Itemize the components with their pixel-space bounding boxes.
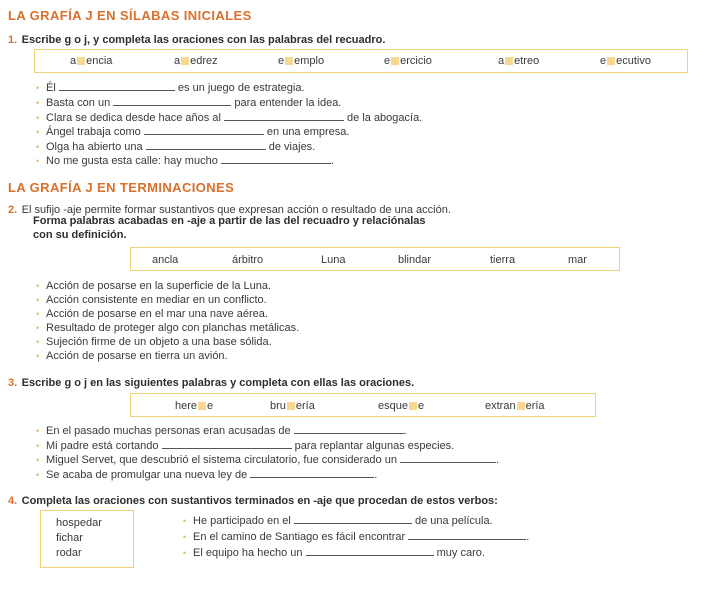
- box-word: blindar: [398, 254, 432, 266]
- sentence-5: • Olga ha abierto una de viajes.: [36, 141, 316, 153]
- blank-square-icon: [198, 402, 206, 410]
- blank-square-icon: [181, 57, 189, 65]
- box-word: árbitro: [232, 254, 264, 266]
- bullet-icon: •: [36, 156, 40, 166]
- answer-blank[interactable]: [250, 469, 374, 478]
- answer-blank[interactable]: [294, 515, 412, 524]
- answer-blank[interactable]: [144, 126, 264, 135]
- box-word: bru ería: [270, 400, 315, 412]
- bullet-icon: •: [183, 548, 187, 558]
- bullet-icon: •: [36, 426, 40, 436]
- word-box-1: [34, 49, 688, 73]
- sentence4-1: • He participado en el de una película.: [183, 515, 493, 527]
- sentence-3: • Clara se dedica desde hace años al de la abogacía.: [36, 112, 423, 124]
- exercise-1-heading: [8, 30, 385, 48]
- box-word: Luna: [321, 254, 346, 266]
- definition-item: • Acción de posarse en el mar una nave aérea.: [36, 308, 268, 320]
- exercise-number: 1.: [8, 34, 18, 46]
- sentence3-2: • Mi padre está cortando para replantar algunas especies.: [36, 440, 455, 452]
- bullet-icon: •: [183, 532, 187, 542]
- sentence3-3: • Miguel Servet, que descubrió el sistema circulatorio, fue considerado un .: [36, 454, 500, 466]
- sentence-4: • Ángel trabaja como en una empresa.: [36, 126, 350, 138]
- box-word: tierra: [490, 254, 516, 266]
- box-word: a etreo: [498, 55, 540, 67]
- word-box-2: [130, 247, 620, 271]
- bullet-icon: •: [36, 98, 40, 108]
- bullet-icon: •: [36, 337, 40, 347]
- blank-square-icon: [607, 57, 615, 65]
- bullet-icon: •: [183, 516, 187, 526]
- bullet-icon: •: [36, 295, 40, 305]
- answer-blank[interactable]: [400, 454, 496, 463]
- answer-blank[interactable]: [59, 82, 175, 91]
- exercise-instruction-cont: con su definición.: [33, 229, 127, 241]
- box-word: a encia: [70, 55, 113, 67]
- box-word: here e: [175, 400, 214, 412]
- sentence-6: • No me gusta esta calle: hay mucho .: [36, 155, 334, 167]
- answer-blank[interactable]: [294, 425, 404, 434]
- blank-square-icon: [287, 402, 295, 410]
- answer-blank[interactable]: [162, 440, 292, 449]
- definition-item: • Acción de posarse en la superficie de la Luna.: [36, 280, 272, 292]
- box-word: e emplo: [278, 55, 325, 67]
- exercise-3-heading: [8, 373, 414, 391]
- bullet-icon: •: [36, 127, 40, 137]
- exercise-instruction: Escribe g o j en las siguientes palabras y completa con ellas las oraciones.: [21, 377, 415, 389]
- answer-blank[interactable]: [221, 155, 331, 164]
- verb: rodar: [56, 547, 82, 559]
- blank-square-icon: [391, 57, 399, 65]
- bullet-icon: •: [36, 142, 40, 152]
- exercise-intro: El sufijo -aje permite formar sustantivos que expresan acción o resultado de una acción.: [21, 204, 451, 216]
- sentence4-2: • En el camino de Santiago es fácil encontrar .: [183, 531, 530, 543]
- box-word: mar: [568, 254, 587, 266]
- bullet-icon: •: [36, 323, 40, 333]
- box-word: e ecutivo: [600, 55, 651, 67]
- exercise-number: 2.: [8, 204, 18, 216]
- exercise-number: 3.: [8, 377, 18, 389]
- bullet-icon: •: [36, 281, 40, 291]
- section-title-endings: LA GRAFÍA J EN TERMINACIONES: [8, 180, 235, 195]
- blank-square-icon: [517, 402, 525, 410]
- definition-item: • Acción consistente en mediar en un conflicto.: [36, 294, 267, 306]
- exercise-instruction: Forma palabras acabadas en -aje a partir de las del recuadro y relaciónalas: [33, 215, 426, 227]
- sentence4-3: • El equipo ha hecho un muy caro.: [183, 547, 485, 559]
- verb: fichar: [56, 532, 83, 544]
- sentence3-4: • Se acaba de promulgar una nueva ley de .: [36, 469, 378, 481]
- definition-item: • Sujeción firme de un objeto a una base sólida.: [36, 336, 272, 348]
- definition-item: • Resultado de proteger algo con planchas metálicas.: [36, 322, 300, 334]
- answer-blank[interactable]: [146, 141, 266, 150]
- exercise-number: 4.: [8, 495, 18, 507]
- section-title-initial-syllables: LA GRAFÍA J EN SÍLABAS INICIALES: [8, 8, 252, 23]
- bullet-icon: •: [36, 441, 40, 451]
- bullet-icon: •: [36, 470, 40, 480]
- sentence3-1: • En el pasado muchas personas eran acusadas de .: [36, 425, 407, 437]
- bullet-icon: •: [36, 351, 40, 361]
- answer-blank[interactable]: [306, 547, 434, 556]
- definition-item: • Acción de posarse en tierra un avión.: [36, 350, 228, 362]
- box-word: e ercicio: [384, 55, 432, 67]
- exercise-4-heading: [8, 491, 498, 509]
- bullet-icon: •: [36, 455, 40, 465]
- sentence-1: • Él es un juego de estrategia.: [36, 82, 305, 94]
- exercise-instruction: Completa las oraciones con sustantivos terminados en -aje que procedan de estos verbos:: [21, 495, 498, 507]
- verb: hospedar: [56, 517, 102, 529]
- box-word: a edrez: [174, 55, 218, 67]
- bullet-icon: •: [36, 83, 40, 93]
- box-word: esque e: [378, 400, 425, 412]
- blank-square-icon: [285, 57, 293, 65]
- answer-blank[interactable]: [113, 97, 231, 106]
- blank-square-icon: [77, 57, 85, 65]
- blank-square-icon: [409, 402, 417, 410]
- box-word: extran ería: [485, 400, 545, 412]
- bullet-icon: •: [36, 113, 40, 123]
- sentence-2: • Basta con un para entender la idea.: [36, 97, 342, 109]
- blank-square-icon: [505, 57, 513, 65]
- bullet-icon: •: [36, 309, 40, 319]
- answer-blank[interactable]: [224, 112, 344, 121]
- answer-blank[interactable]: [408, 531, 526, 540]
- box-word: ancla: [152, 254, 179, 266]
- exercise-instruction: Escribe g o j, y completa las oraciones con las palabras del recuadro.: [21, 34, 386, 46]
